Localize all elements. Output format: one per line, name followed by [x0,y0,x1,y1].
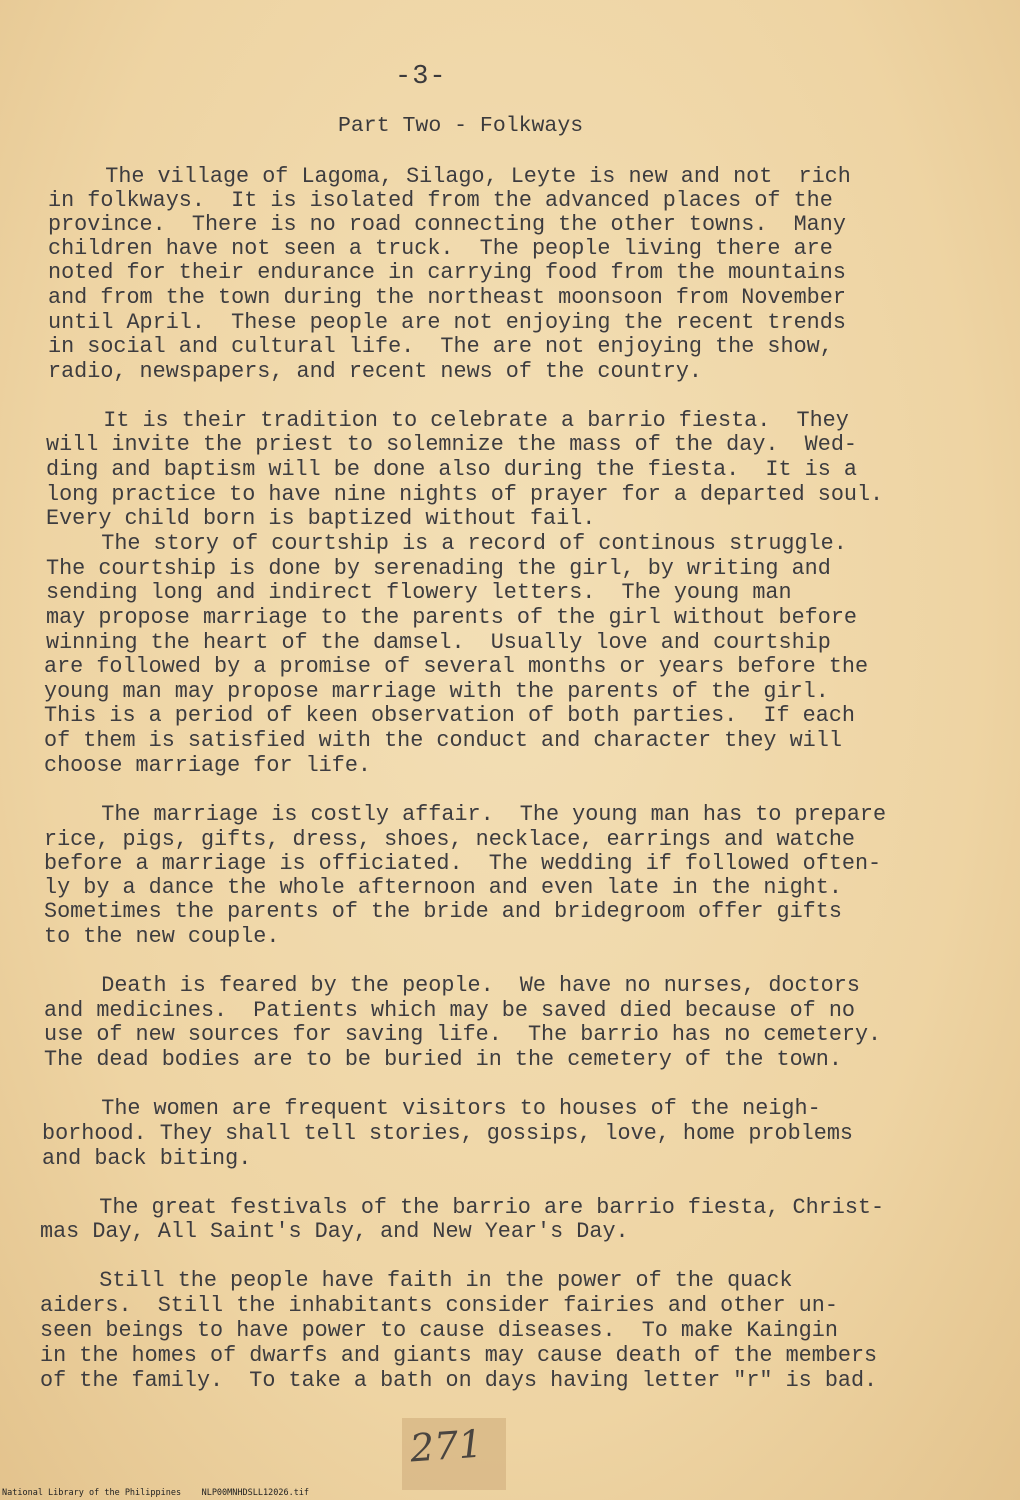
section-title: Part Two - Folkways [338,114,584,138]
text-line: borhood. They shall tell stories, gossips, love, home problems [42,1121,853,1146]
text-line: and from the town during the northeast moonsoon from November [48,285,846,310]
text-line: sending long and indirect flowery letters. The young man [46,580,792,605]
text-line: children have not seen a truck. The people living there are [48,236,833,261]
text-line: are followed by a promise of several months or years before the [44,654,869,679]
text-line: long practice to have nine nights of prayer for a departed soul. [46,482,884,507]
text-line: young man may propose marriage with the parents of the girl. [44,679,829,704]
text-line: in folkways. It is isolated from the advanced places of the [48,188,833,213]
text-line: noted for their endurance in carrying food from the mountains [48,260,846,285]
text-line: may propose marriage to the parents of the girl without before [46,605,857,630]
handwritten-page-number: 271 [408,1421,484,1471]
text-line: The dead bodies are to be buried in the cemetery of the town. [44,1047,842,1072]
text-line: mas Day, All Saint's Day, and New Year's Day. [40,1219,629,1244]
text-line: The story of courtship is a record of continous struggle. [62,531,847,556]
text-line: use of new sources for saving life. The barrio has no cemetery. [44,1022,882,1047]
text-line: The great festivals of the barrio are barrio fiesta, Christ- [60,1195,885,1220]
text-line: choose marriage for life. [44,753,372,778]
text-line: ly by a dance the whole afternoon and even late in the night. [44,875,842,900]
text-line: The women are frequent visitors to houses of the neigh- [62,1096,821,1121]
text-line: The village of Lagoma, Silago, Leyte is new and not rich [66,164,851,189]
text-line: province. There is no road connecting the other towns. Many [48,212,846,237]
text-line: in the homes of dwarfs and giants may cause death of the members [40,1343,878,1368]
text-line: aiders. Still the inhabitants consider fairies and other un- [40,1293,838,1318]
text-line: Sometimes the parents of the bride and bridegroom offer gifts [44,899,842,924]
text-line: winning the heart of the damsel. Usually love and courtship [46,630,831,655]
text-line: ding and baptism will be done also during the fiesta. It is a [46,457,857,482]
archive-footer: National Library of the Philippines NLP00MNHDSLL12026.tif [2,1488,310,1498]
text-line: Death is feared by the people. We have no nurses, doctors [62,973,860,998]
text-line: will invite the priest to solemnize the mass of the day. Wed- [46,432,857,457]
text-line: seen beings to have power to cause diseases. To make Kaingin [40,1318,838,1343]
text-line: The courtship is done by serenading the girl, by writing and [46,556,831,581]
text-line: Every child born is baptized without fail. [46,506,596,531]
text-line: of them is satisfied with the conduct and character they will [44,728,842,753]
text-line: to the new couple. [44,924,280,949]
text-line: in social and cultural life. The are not enjoying the show, [48,334,833,359]
page-number: -3- [395,62,447,92]
text-line: before a marriage is officiated. The wedding if followed often- [44,851,882,876]
text-line: The marriage is costly affair. The young man has to prepare [62,802,887,827]
text-line: It is their tradition to celebrate a barrio fiesta. They [64,408,849,433]
text-line: of the family. To take a bath on days having letter "r" is bad. [40,1368,878,1393]
text-line: Still the people have faith in the power of the quack [60,1268,793,1293]
text-line: until April. These people are not enjoying the recent trends [48,310,846,335]
text-line: radio, newspapers, and recent news of the country. [48,359,703,384]
text-line: and back biting. [42,1146,252,1171]
text-line: rice, pigs, gifts, dress, shoes, necklace, earrings and watche [44,827,855,852]
text-line: This is a period of keen observation of both parties. If each [44,703,855,728]
text-line: and medicines. Patients which may be saved died because of no [44,998,855,1023]
